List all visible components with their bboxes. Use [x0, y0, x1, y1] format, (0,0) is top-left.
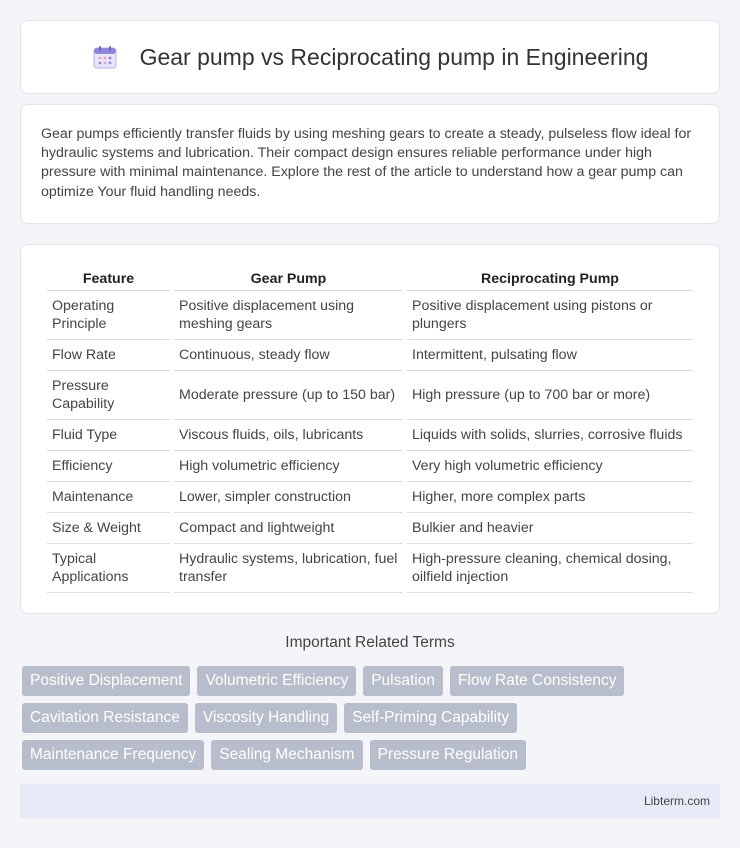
table-cell: Flow Rate: [47, 340, 170, 371]
column-header: Gear Pump: [174, 265, 403, 291]
related-term-tag[interactable]: Maintenance Frequency: [22, 740, 204, 770]
table-header-row: [47, 265, 693, 291]
intro-card: [20, 104, 720, 224]
page-title: Gear pump vs Reciprocating pump in Engineering: [139, 43, 649, 70]
table-row: [47, 451, 693, 482]
table-cell: High pressure (up to 700 bar or more): [407, 371, 693, 420]
table-cell: Pressure Capability: [47, 371, 170, 420]
related-term-tag[interactable]: Cavitation Resistance: [22, 703, 188, 733]
table-cell: Compact and lightweight: [174, 513, 403, 544]
table-cell: Positive displacement using pistons or plungers: [407, 291, 693, 340]
table-cell: Lower, simpler construction: [174, 482, 403, 513]
calendar-icon: [92, 44, 118, 70]
table-cell: Maintenance: [47, 482, 170, 513]
intro-paragraph: Gear pumps efficiently transfer fluids by using meshing gears to create a steady, pulseless flow ideal for hydraulic systems and lubrication. Their compact design ensures reliable performance under high pressure with minimal maintenance. Explore the rest of the article to understand how a gear pump can optimize Your fluid handling needs.: [41, 126, 692, 200]
footer-site-link[interactable]: Libterm.com: [643, 794, 710, 808]
table-cell: Positive displacement using meshing gears: [174, 291, 403, 340]
related-term-tag[interactable]: Sealing Mechanism: [211, 740, 362, 770]
table-row: [47, 420, 693, 451]
footer: [20, 784, 720, 818]
table-cell: Higher, more complex parts: [407, 482, 693, 513]
related-term-tag[interactable]: Positive Displacement: [22, 666, 190, 696]
table-cell: Typical Applications: [47, 544, 170, 593]
title-card: [20, 20, 720, 94]
column-header: Reciprocating Pump: [407, 265, 693, 291]
comparison-table: [43, 265, 697, 593]
table-cell: High volumetric efficiency: [174, 451, 403, 482]
table-row: [47, 513, 693, 544]
table-row: [47, 340, 693, 371]
related-term-tag[interactable]: Pressure Regulation: [370, 740, 526, 770]
table-cell: Bulkier and heavier: [407, 513, 693, 544]
table-cell: Operating Principle: [47, 291, 170, 340]
tag-row: [22, 703, 722, 733]
table-cell: Hydraulic systems, lubrication, fuel transfer: [174, 544, 403, 593]
column-header: Feature: [47, 265, 170, 291]
table-cell: Continuous, steady flow: [174, 340, 403, 371]
table-cell: High-pressure cleaning, chemical dosing, oilfield injection: [407, 544, 693, 593]
related-term-tag[interactable]: Self-Priming Capability: [344, 703, 517, 733]
table-cell: Fluid Type: [47, 420, 170, 451]
table-cell: Intermittent, pulsating flow: [407, 340, 693, 371]
related-terms-title: Important Related Terms: [285, 634, 455, 651]
tag-row: [22, 666, 722, 696]
tag-row: [22, 740, 722, 770]
table-row: [47, 482, 693, 513]
table-row: [47, 544, 693, 593]
table-cell: Liquids with solids, slurries, corrosive fluids: [407, 420, 693, 451]
table-cell: Viscous fluids, oils, lubricants: [174, 420, 403, 451]
related-term-tag[interactable]: Volumetric Efficiency: [197, 666, 356, 696]
table-row: [47, 371, 693, 420]
related-term-tag[interactable]: Pulsation: [363, 666, 443, 696]
table-cell: Efficiency: [47, 451, 170, 482]
table-row: [47, 291, 693, 340]
related-term-tag[interactable]: Viscosity Handling: [195, 703, 337, 733]
comparison-card: [20, 244, 720, 614]
related-term-tag[interactable]: Flow Rate Consistency: [450, 666, 625, 696]
table-cell: Very high volumetric efficiency: [407, 451, 693, 482]
table-cell: Moderate pressure (up to 150 bar): [174, 371, 403, 420]
related-terms-list: [22, 666, 722, 777]
table-cell: Size & Weight: [47, 513, 170, 544]
